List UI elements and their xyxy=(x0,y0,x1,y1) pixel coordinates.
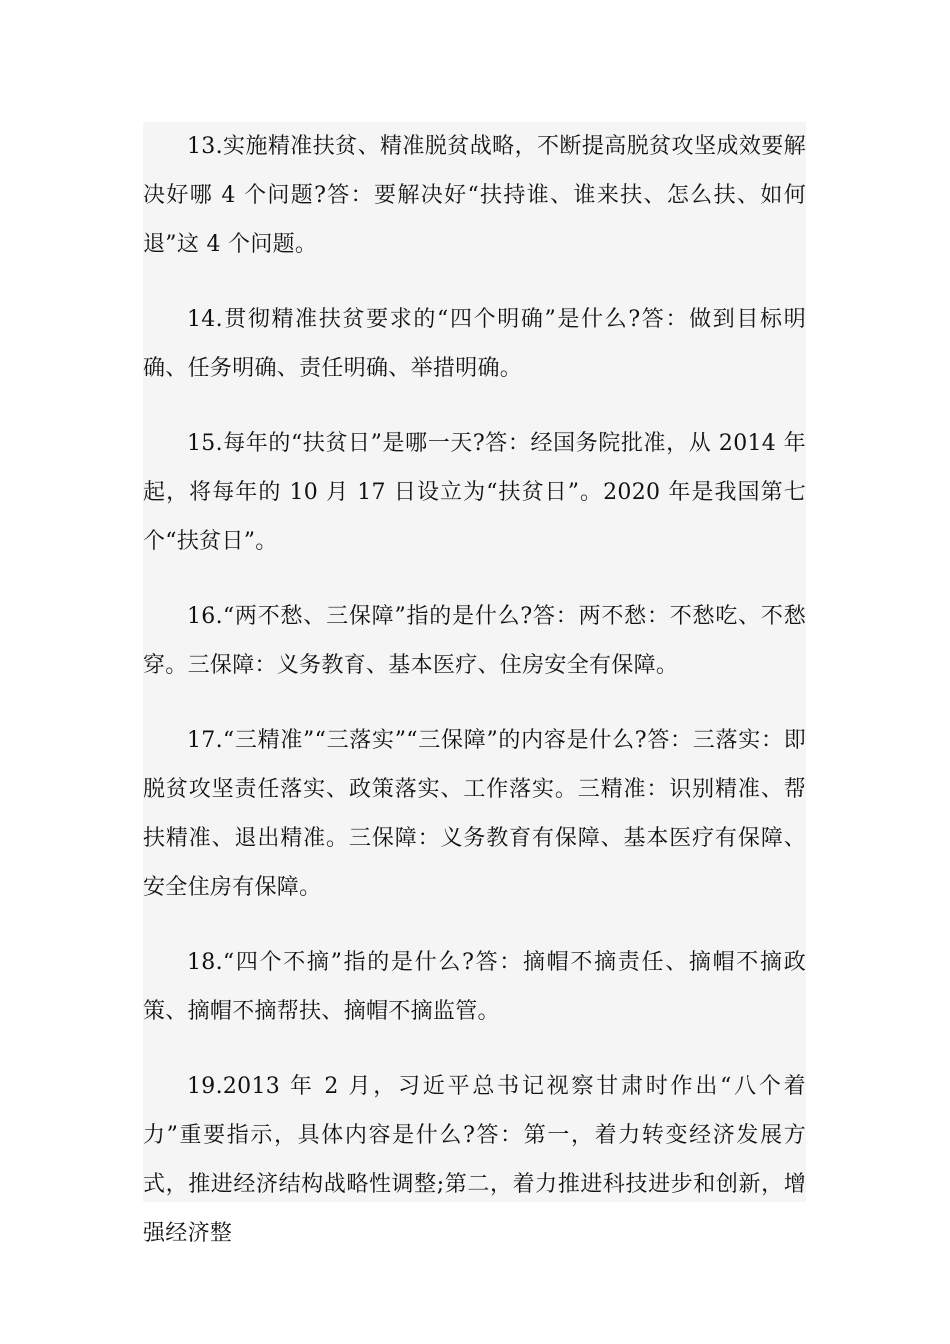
paragraph-q15: 15.每年的“扶贫日”是哪一天?答：经国务院批准，从 2014 年起，将每年的 10 月 17 日设立为“扶贫日”。2020 年是我国第七个“扶贫日”。 xyxy=(143,431,806,554)
paragraph-q19: 19.2013 年 2 月，习近平总书记视察甘肃时作出“八个着力”重要指示，具体内容是什么?答：第一，着力转变经济发展方式，推进经济结构战略性调整;第二，着力推进科技进步和创新，增强经济整 xyxy=(143,1074,806,1246)
paragraph-spacer xyxy=(143,269,806,295)
paragraph-spacer xyxy=(143,912,806,938)
paragraph-spacer xyxy=(143,1036,806,1062)
paragraph-q16: 16.“两不愁、三保障”指的是什么?答：两不愁：不愁吃、不愁穿。三保障：义务教育、基本医疗、住房安全有保障。 xyxy=(143,604,806,678)
paragraph-q13: 13.实施精准扶贫、精准脱贫战略，不断提高脱贫攻坚成效要解决好哪 4 个问题?答：要解决好“扶持谁、谁来扶、怎么扶、如何退”这 4 个问题。 xyxy=(143,134,806,257)
paragraph-spacer xyxy=(143,690,806,716)
paragraph-q14: 14.贯彻精准扶贫要求的“四个明确”是什么?答：做到目标明确、任务明确、责任明确、举措明确。 xyxy=(143,307,806,381)
paragraph-q17: 17.“三精准”“三落实”“三保障”的内容是什么?答：三落实：即脱贫攻坚责任落实、政策落实、工作落实。三精准：识别精准、帮扶精准、退出精准。三保障：义务教育有保障、基本医疗有保障、安全住房有保障。 xyxy=(143,728,806,900)
paragraph-spacer xyxy=(143,393,806,419)
paragraph-q18: 18.“四个不摘”指的是什么?答：摘帽不摘责任、摘帽不摘政策、摘帽不摘帮扶、摘帽不摘监管。 xyxy=(143,950,806,1024)
paragraph-spacer xyxy=(143,566,806,592)
document-text-block xyxy=(143,122,806,1246)
